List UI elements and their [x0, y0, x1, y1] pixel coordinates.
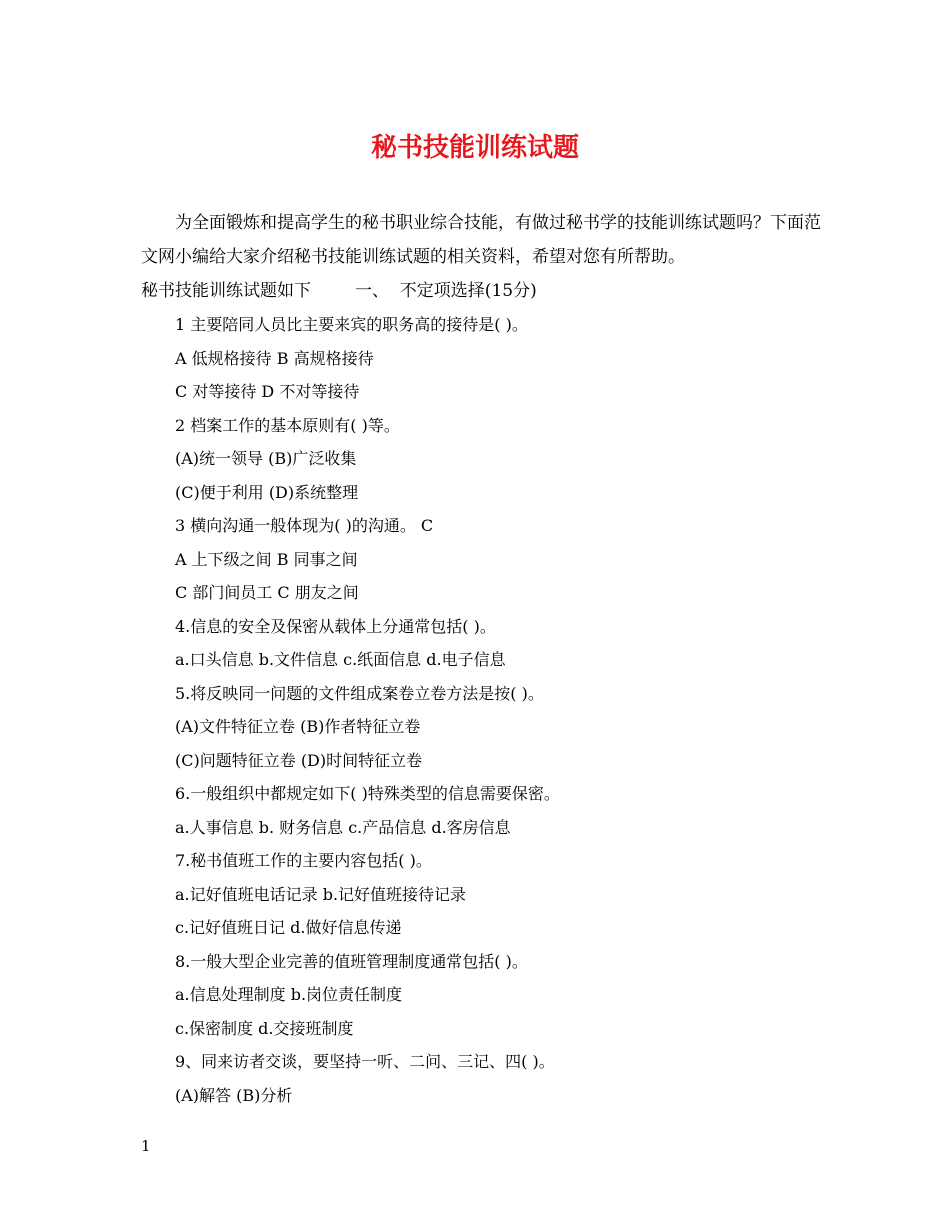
option-line: (A)文件特征立卷 (B)作者特征立卷 [175, 717, 421, 736]
question-line: 2 档案工作的基本原则有( )等。 [175, 415, 400, 435]
option-line: a.口头信息 b.文件信息 c.纸面信息 d.电子信息 [175, 650, 506, 669]
document-title: 秘书技能训练试题 [370, 133, 579, 163]
option-line: a.信息处理制度 b.岗位责任制度 [175, 985, 403, 1004]
question-line: 6.一般组织中都规定如下( )特殊类型的信息需要保密。 [175, 784, 560, 803]
option-line: (C)便于利用 (D)系统整理 [175, 482, 359, 502]
option-line: a.记好值班电话记录 b.记好值班接待记录 [175, 884, 467, 904]
question-list [175, 308, 835, 1112]
option-line: A 低规格接待 B 高规格接待 [175, 348, 374, 368]
intro-paragraph: 为全面锻炼和提高学生的秘书职业综合技能，有做过秘书学的技能训练试题吗？下面范文网小编给大家介绍秘书技能训练试题的相关资料，希望对您有所帮助。 [141, 213, 821, 267]
question-line: 8.一般大型企业完善的值班管理制度通常包括( )。 [175, 951, 528, 971]
heading-lead: 秘书技能训练试题如下 [141, 281, 311, 301]
question-line: 3 横向沟通一般体现为( )的沟通。 C [175, 516, 434, 535]
question-line: 1 主要陪同人员比主要来宾的职务高的接待是( )。 [175, 315, 528, 334]
option-line: a.人事信息 b. 财务信息 c.产品信息 d.客房信息 [175, 817, 511, 837]
option-line: C 对等接待 D 不对等接待 [175, 382, 360, 401]
question-line: 5.将反映同一问题的文件组成案卷立卷方法是按( )。 [175, 683, 544, 703]
section-heading [141, 275, 537, 307]
option-line: A 上下级之间 B 同事之间 [175, 549, 358, 569]
section-title: 一、 不定项选择(15分) [355, 281, 537, 301]
option-line: (C)问题特征立卷 (D)时间特征立卷 [175, 750, 423, 770]
option-line: (A)解答 (B)分析 [175, 1085, 293, 1105]
option-line: (A)统一领导 (B)广泛收集 [175, 449, 357, 468]
question-line: 4.信息的安全及保密从载体上分通常包括( )。 [175, 616, 496, 636]
option-line: c.记好值班日记 d.做好信息传递 [175, 918, 402, 937]
option-line: C 部门间员工 C 朋友之间 [175, 583, 359, 602]
option-line: c.保密制度 d.交接班制度 [175, 1018, 354, 1038]
question-line: 7.秘书值班工作的主要内容包括( )。 [175, 851, 432, 870]
question-line: 9、同来访者交谈，要坚持一听、二问、三记、四( )。 [175, 1052, 555, 1071]
page-number: 1 [141, 1137, 151, 1155]
